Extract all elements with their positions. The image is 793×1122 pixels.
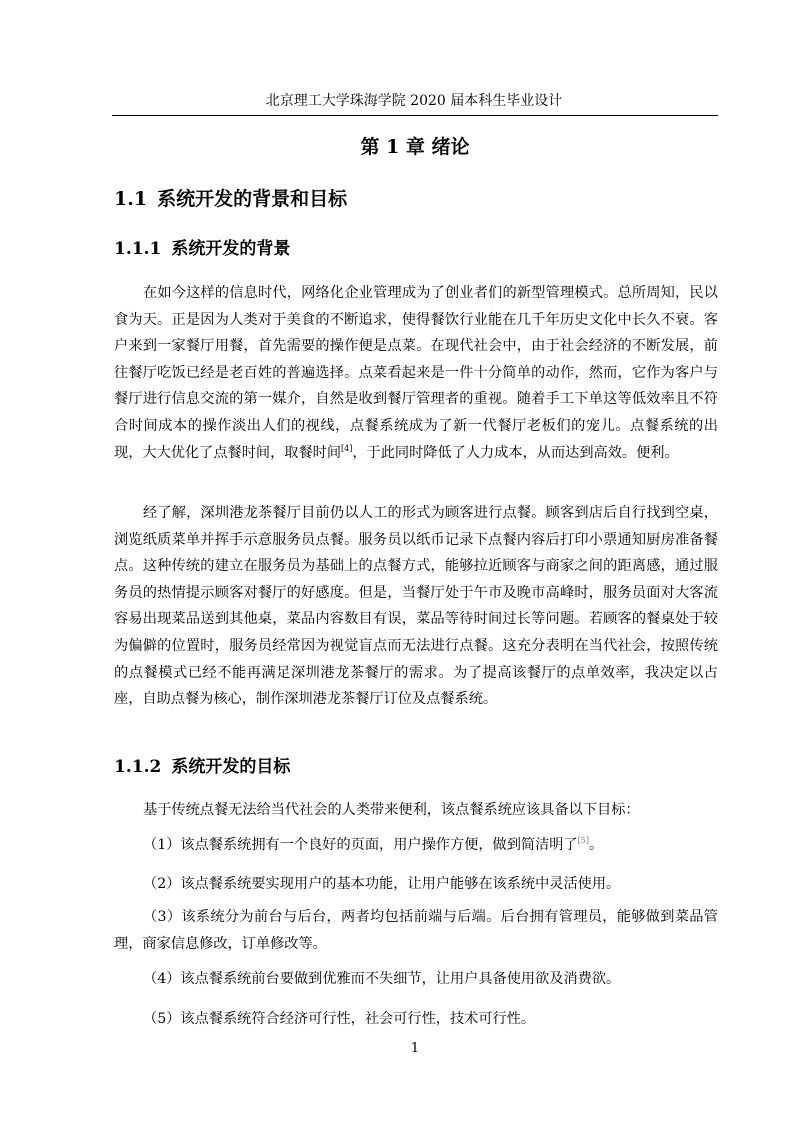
goal-item-3: （3）该系统分为前台与后台，两者均包括前端与后端。后台拥有管理员，能够做到菜品管理，商家信息修改，订单修改等。 bbox=[114, 909, 718, 952]
section-number: 1.1 bbox=[114, 188, 148, 210]
goals-intro: 基于传统点餐无法给当代社会的人类带来便利，该点餐系统应该具备以下目标： bbox=[143, 802, 640, 818]
subsection-title-text: 系统开发的背景 bbox=[171, 239, 291, 259]
subsection-number: 1.1.2 bbox=[114, 757, 162, 777]
goal-item-1 bbox=[114, 832, 718, 859]
goal-text: （1）该点餐系统拥有一个良好的页面，用户操作方便，做到简洁明了 bbox=[143, 837, 578, 853]
background-paragraph-2: 经了解，深圳港龙茶餐厅目前仍以人工的形式为顾客进行点餐。顾客到店后自行找到空桌，浏览纸质菜单并挥手示意服务员点餐。服务员以纸币记录下点餐内容后打印小票通知厨房准备餐点。这种传统的建立在服务员为基础上的点餐方式，能够拉近顾客与商家之间的距离感，通过服务员的热情提示顾客对餐厅的好感度。但是，当餐厅处于午市及晚市高峰时，服务员面对大客流容易出现菜品送到其他桌，菜品内容数目有误，菜品等待时间过长等问题。若顾客的餐桌处于较为偏僻的位置时，服务员经常因为视觉盲点而无法进行点餐。这充分表明在当代社会，按照传统的点餐模式已经不能再满足深圳港龙茶餐厅的需求。为了提高该餐厅的点单效率，我决定以占座，自助点餐为核心，制作深圳港龙茶餐厅订位及点餐系统。 bbox=[114, 505, 718, 708]
citation-marker: [4] bbox=[341, 443, 353, 453]
running-header: 北京理工大学珠海学院 2020 届本科生毕业设计 bbox=[265, 93, 563, 109]
chapter-title: 第 1 章 绪论 bbox=[360, 136, 470, 158]
paragraph-text: 在如今这样的信息时代，网络化企业管理成为了创业者们的新型管理模式。总所周知，民以食为天。正是因为人类对于美食的不断追求，使得餐饮行业能在几千年历史文化中长久不衰。客户来到一家餐厅用餐，首先需要的操作便是点菜。在现代社会中，由于社会经济的不断发展，前往餐厅吃饭已经是老百姓的普遍选择。点菜看起来是一件十分简单的动作，然而，它作为客户与餐厅进行信息交流的第一媒介，自然是收到餐厅管理者的重视。随着手工下单这等低效率且不符合时间成本的操作淡出人们的视线，点餐系统成为了新一代餐厅老板们的宠儿。点餐系统的出现，大大优化了点餐时间，取餐时间 bbox=[114, 285, 718, 461]
header-rule bbox=[112, 115, 718, 116]
citation-marker: [5] bbox=[577, 836, 589, 845]
goal-text-tail: 。 bbox=[589, 837, 604, 853]
background-paragraph-1 bbox=[114, 280, 718, 466]
goal-item-2: （2）该点餐系统要实现用户的基本功能，让用户能够在该系统中灵活使用。 bbox=[143, 876, 621, 892]
goal-item-5: （5）该点餐系统符合经济可行性，社会可行性，技术可行性。 bbox=[143, 1011, 536, 1027]
goal-item-4: （4）该点餐系统前台要做到优雅而不失细节，让用户具备使用欲及消费欲。 bbox=[143, 971, 621, 987]
paragraph-text-tail: ，于此同时降低了人力成本，从而达到高效。便利。 bbox=[352, 444, 679, 461]
section-title-text: 系统开发的背景和目标 bbox=[157, 188, 348, 210]
page-number: 1 bbox=[410, 1041, 420, 1056]
subsection-heading-1-1-2 bbox=[114, 754, 290, 780]
subsection-heading-1-1-1 bbox=[114, 236, 290, 262]
section-heading-1-1 bbox=[114, 185, 347, 213]
subsection-title-text: 系统开发的目标 bbox=[171, 757, 291, 777]
subsection-number: 1.1.1 bbox=[114, 239, 162, 259]
